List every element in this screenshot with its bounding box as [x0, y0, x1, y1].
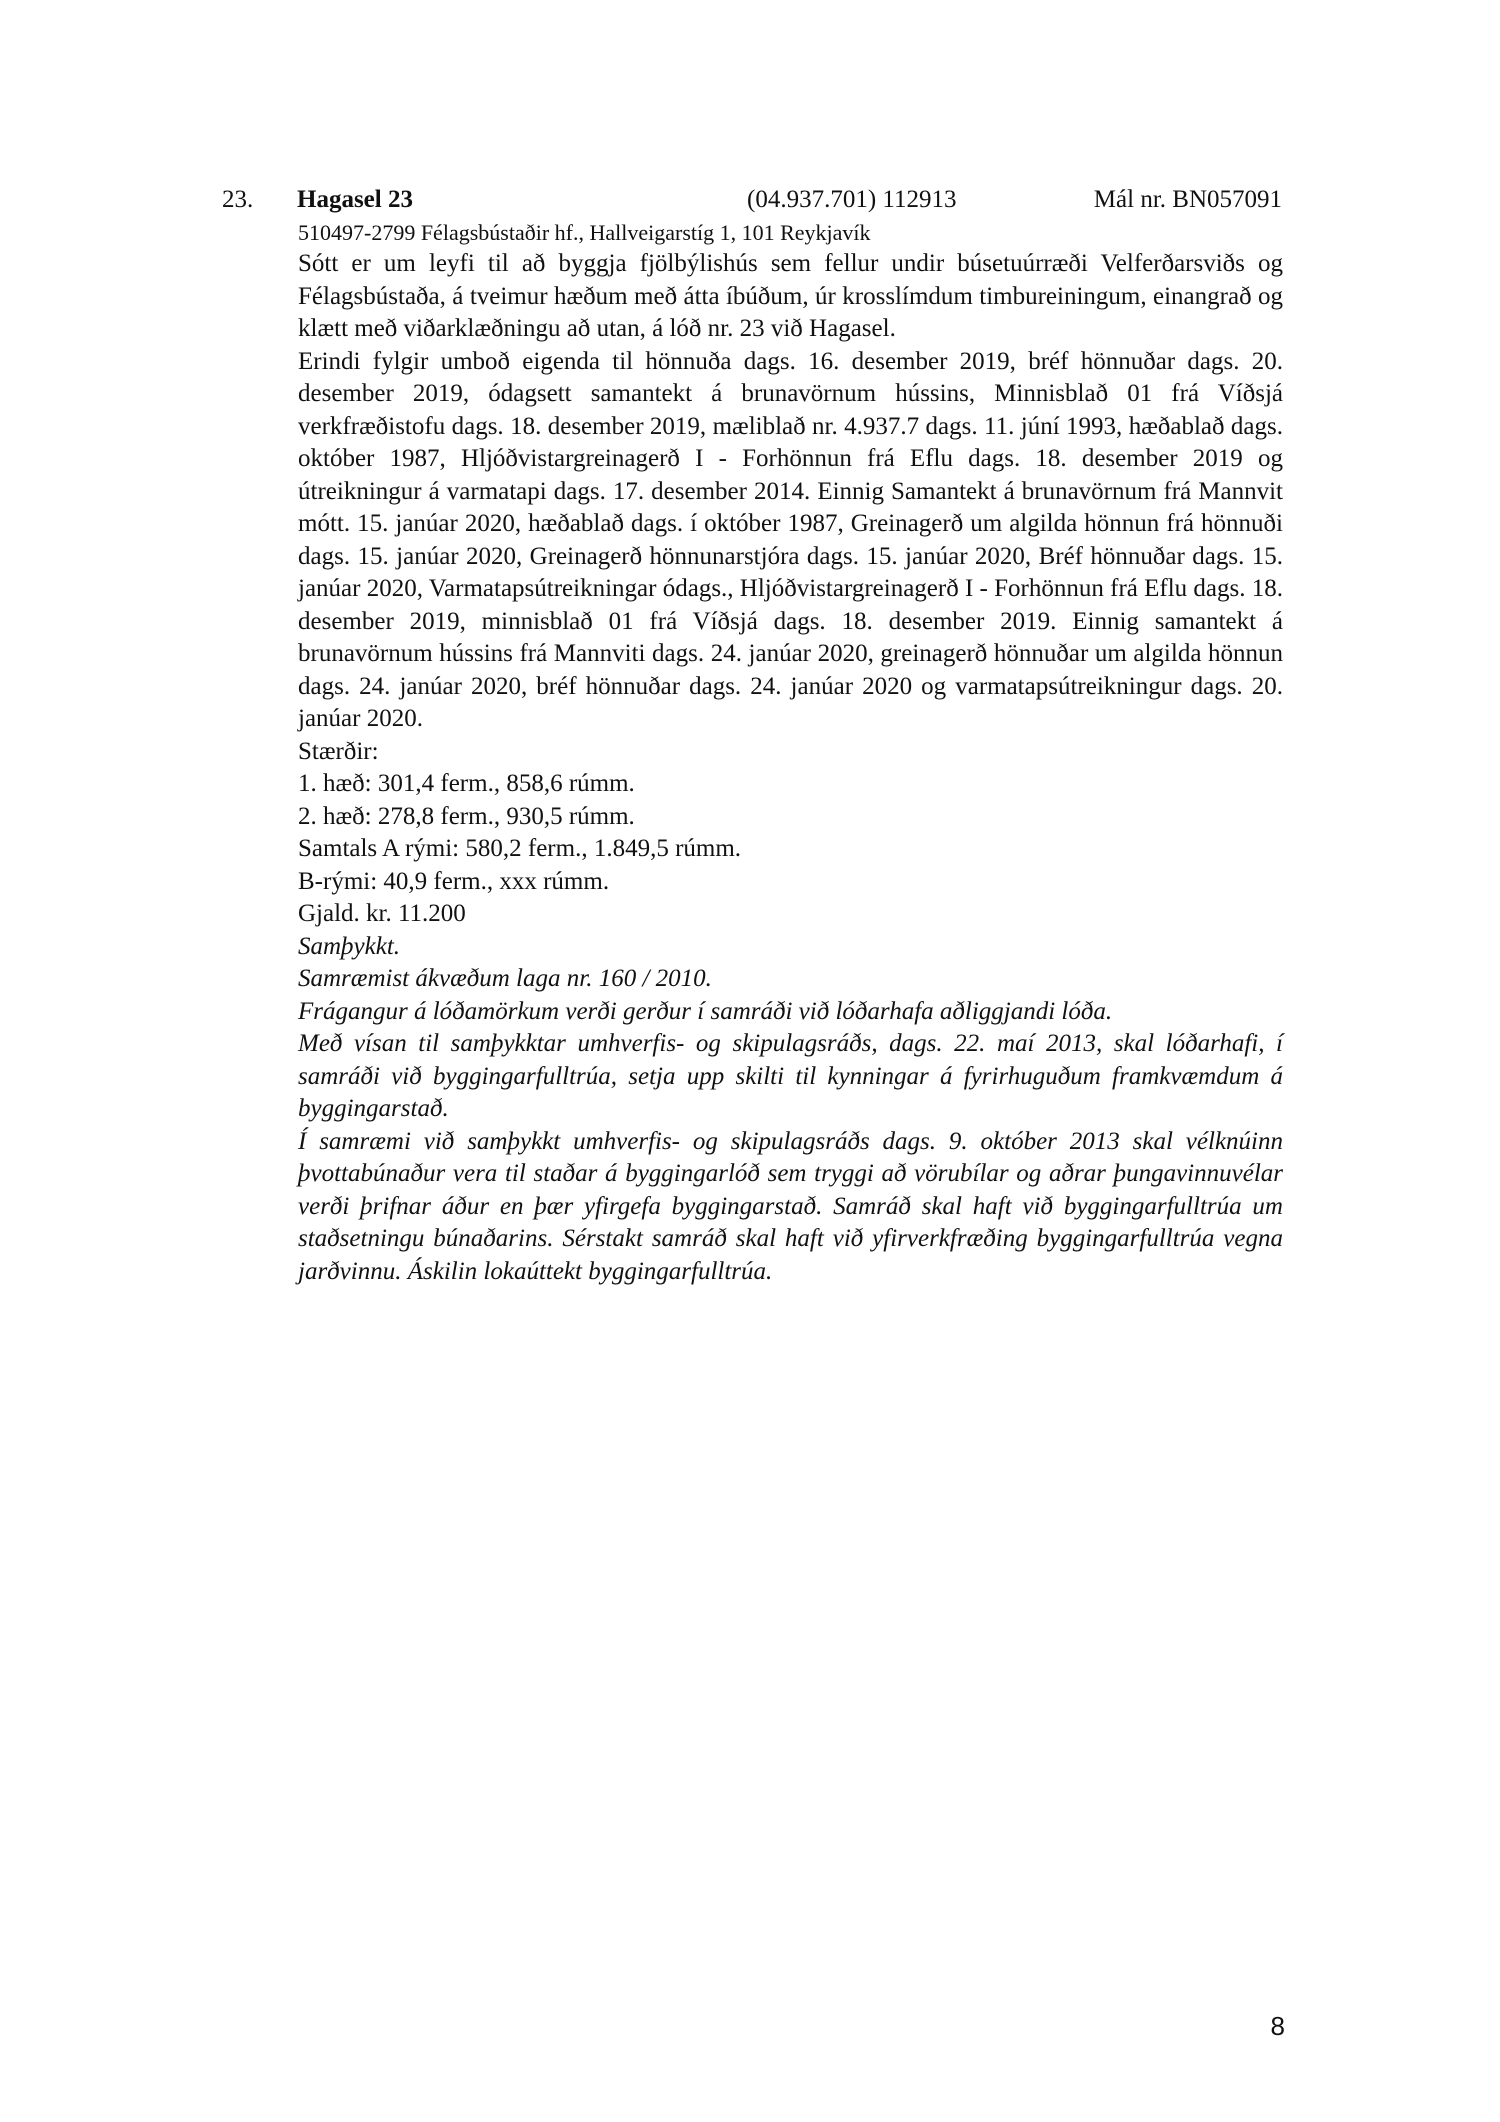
item-body	[298, 218, 1283, 1288]
item-title: Hagasel 23	[297, 186, 413, 213]
item-header	[222, 182, 1282, 218]
sizes-heading: Stærðir:	[298, 737, 379, 765]
size-line: Samtals A rými: 580,2 ferm., 1.849,5 rúmm.	[298, 835, 742, 862]
property-reference: (04.937.701) 112913	[747, 186, 957, 213]
decision-note: Í samræmi við samþykkt umhverfis- og skipulagsráðs dags. 9. október 2013 skal vélknúinn þvottabúnaður vera til staðar á byggingarlóð sem tryggi að vörubílar og aðrar þungavinnuvélar verði þrifnar áður en þær yfirgefa byggingarstað. Samráð skal haft við byggingarfulltrúa um staðsetningu búnaðarins. Sérstakt samráð skal haft við yfirverkfræðing byggingarfulltrúa vegna jarðvinnu. Áskilin lokaúttekt byggingarfulltrúa.	[298, 1127, 1283, 1285]
attachments-paragraph: Erindi fylgir umboð eigenda til hönnuða dags. 16. desember 2019, bréf hönnuðar dags. 20. desember 2019, ódagsett samantekt á brunavörnum hússins, Minnisblað 01 frá Víðsjá verkfræðistofu dags. 18. desember 2019, mæliblað nr. 4.937.7 dags. 11. júní 1993, hæðablað dags. október 1987, Hljóðvistargreinagerð I - Forhönnun frá Eflu dags. 18. desember 2019 og útreikningur á varmatapi dags. 17. desember 2014. Einnig Samantekt á brunavörnum frá Mannvit mótt. 15. janúar 2020, hæðablað dags. í október 1987, Greinagerð um algilda hönnun frá hönnuði dags. 15. janúar 2020, Greinagerð hönnunarstjóra dags. 15. janúar 2020, Bréf hönnuðar dags. 15. janúar 2020, Varmatapsútreikningar ódags., Hljóðvistargreinagerð I - Forhönnun frá Eflu dags. 18. desember 2019, minnisblað 01 frá Víðsjá dags. 18. desember 2019. Einnig samantekt á brunavörnum hússins frá Mannviti dags. 24. janúar 2020, greinagerð hönnuðar um algilda hönnun dags. 24. janúar 2020, bréf hönnuðar dags. 24. janúar 2020 og varmatapsútreikningur dags. 20. janúar 2020.	[298, 347, 1283, 732]
case-number: Mál nr. BN057091	[1093, 186, 1282, 213]
decision-note: Samræmist ákvæðum laga nr. 160 / 2010.	[298, 965, 712, 992]
size-line: 1. hæð: 301,4 ferm., 858,6 rúmm.	[298, 770, 635, 797]
applicant: 510497-2799 Félagsbústaðir hf., Hallveigarstíg 1, 101 Reykjavík	[298, 220, 871, 245]
size-line: 2. hæð: 278,8 ferm., 930,5 rúmm.	[298, 802, 635, 830]
fee: Gjald. kr. 11.200	[298, 900, 466, 927]
application-description: Sótt er um leyfi til að byggja fjölbýlishús sem fellur undir búsetuúrræði Velferðarsviðs og Félagsbústaða, á tveimur hæðum með átta íbúðum, úr krosslímdum timbureiningum, einangrað og klætt með viðarklæðningu að utan, á lóð nr. 23 við Hagasel.	[298, 250, 1283, 342]
decision-note: Með vísan til samþykktar umhverfis- og skipulagsráðs, dags. 22. maí 2013, skal lóðarhafi, í samráði við byggingarfulltrúa, setja upp skilti til kynningar á fyrirhuguðum framkvæmdum á byggingarstað.	[298, 1030, 1283, 1122]
page-number: 8	[1270, 2011, 1285, 2041]
item-number: 23.	[222, 186, 254, 213]
decision-note: Frágangur á lóðamörkum verði gerður í samráði við lóðarhafa aðliggjandi lóða.	[298, 997, 1113, 1025]
decision-status: Samþykkt.	[298, 932, 401, 960]
size-line: B-rými: 40,9 ferm., xxx rúmm.	[298, 867, 610, 895]
